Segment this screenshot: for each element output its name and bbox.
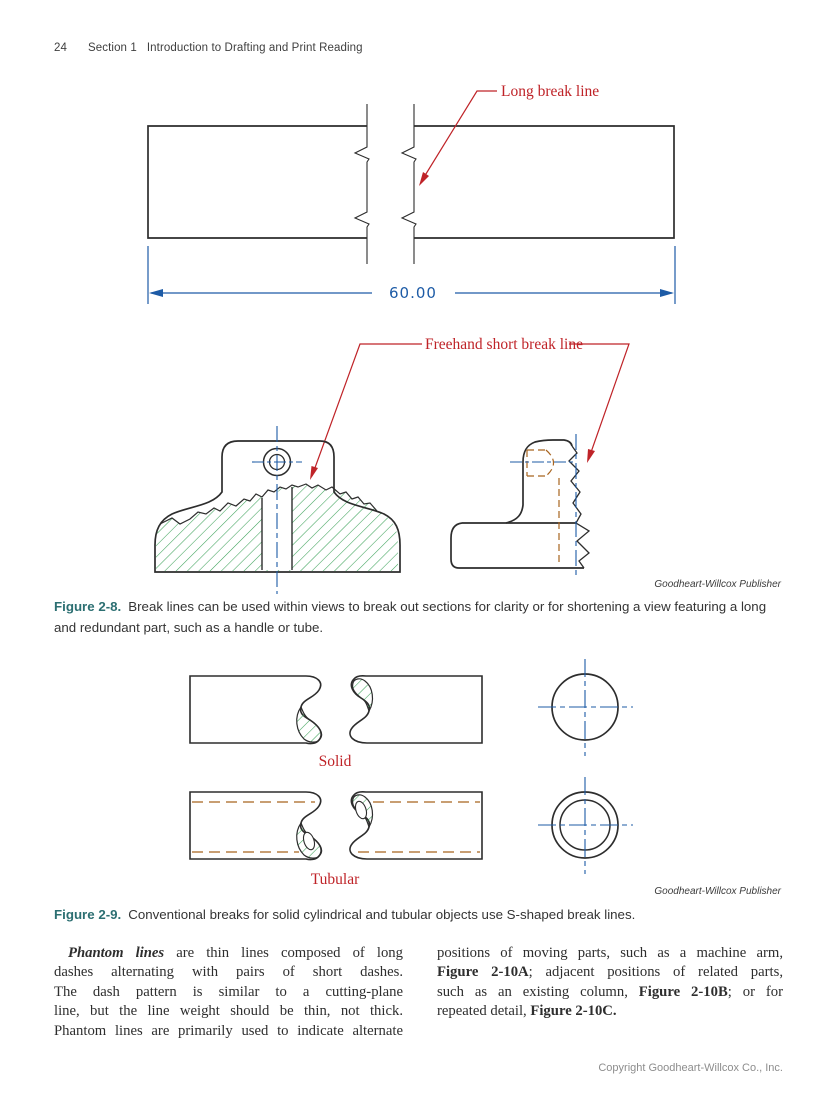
side-outline-column bbox=[506, 440, 572, 523]
tube-hidden-lines bbox=[192, 802, 480, 852]
body-left-column bbox=[54, 944, 403, 1041]
figure-2-8-caption bbox=[54, 597, 786, 638]
section-label: Section 1 bbox=[88, 42, 137, 54]
figure-2-8-credit: Goodheart-Willcox Publisher bbox=[654, 579, 781, 590]
body-line: such as an existing column, Figure 2-10B; or for bbox=[437, 983, 783, 1000]
dimension-value: 60.00 bbox=[389, 284, 437, 302]
figure-2-8-caption-label: Figure 2-8. bbox=[54, 599, 122, 614]
long-break-callout bbox=[419, 83, 599, 186]
s-break-teardrop bbox=[297, 707, 321, 742]
tubular-break-view bbox=[190, 792, 482, 860]
body-line: positions of moving parts, such as a machine arm, bbox=[437, 945, 783, 961]
figure-2-9-credit: Goodheart-Willcox Publisher bbox=[654, 886, 781, 897]
body-line: Phantom lines are primarily used to indicate alternate bbox=[54, 1022, 403, 1039]
figure-2-9-drawing bbox=[150, 653, 700, 897]
broken-bar-view bbox=[148, 104, 674, 264]
figure-2-9-caption bbox=[54, 905, 786, 926]
copyright-footer: Copyright Goodheart-Willcox Co., Inc. bbox=[598, 1062, 783, 1074]
body-line: Phantom lines are thin lines composed of long bbox=[68, 945, 403, 961]
body-line: line, but the line weight should be thin, not thick. bbox=[54, 1003, 403, 1020]
page-number: 24 bbox=[54, 42, 67, 54]
figure-2-8-drawing bbox=[40, 72, 800, 596]
body-right-column bbox=[437, 944, 783, 1022]
side-view-breakout bbox=[451, 434, 589, 578]
body-line: The dash pattern is similar to a cutting-plane bbox=[54, 983, 403, 1000]
front-view-breakout bbox=[155, 426, 400, 594]
body-line: repeated detail, Figure 2-10C. bbox=[437, 1003, 617, 1020]
page-header bbox=[54, 42, 363, 54]
long-break-label: Long break line bbox=[501, 83, 600, 100]
figure-2-8-caption-text: Break lines can be used within views to break out sections for clarity or for shortening a view featuring a long and redundant part, such as a handle or tube. bbox=[54, 599, 767, 635]
figure-2-9-caption-text: Conventional breaks for solid cylindrical and tubular objects use S-shaped break lines. bbox=[128, 907, 636, 922]
tubular-end-view bbox=[538, 777, 633, 874]
hidden-lines bbox=[527, 450, 559, 566]
section-title: Introduction to Drafting and Print Reading bbox=[146, 42, 363, 54]
body-line: Figure 2-10A; adjacent positions of related parts, bbox=[437, 964, 784, 981]
solid-label: Solid bbox=[318, 753, 352, 770]
long-break-line-right bbox=[402, 104, 416, 264]
long-break-line-left bbox=[355, 104, 369, 264]
dimension-60 bbox=[148, 246, 675, 304]
side-outline-base bbox=[451, 523, 584, 568]
body-line: dashes alternating with pairs of short dashes. bbox=[54, 964, 403, 981]
s-break-teardrop bbox=[353, 679, 373, 711]
solid-end-view bbox=[538, 659, 633, 756]
figure-2-9-caption-label: Figure 2-9. bbox=[54, 907, 122, 922]
tubular-label: Tubular bbox=[310, 871, 360, 888]
solid-break-view bbox=[190, 676, 482, 744]
short-break-label: Freehand short break line bbox=[425, 336, 583, 353]
jagged-break-line bbox=[569, 446, 589, 568]
short-break-callout bbox=[310, 336, 629, 480]
